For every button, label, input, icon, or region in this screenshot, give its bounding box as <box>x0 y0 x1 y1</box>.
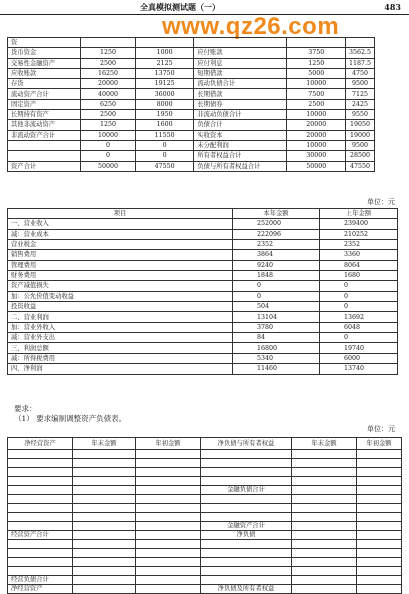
table-row <box>8 130 375 140</box>
table-cell <box>292 495 357 504</box>
table-cell <box>292 477 357 486</box>
table-row <box>8 343 398 353</box>
table-cell <box>8 558 73 567</box>
table-cell: 1680 <box>320 271 398 281</box>
table-cell: 210252 <box>320 229 398 239</box>
table-cell: 0 <box>135 151 193 161</box>
table-cell <box>136 495 201 504</box>
table-cell: 流动负债合计 <box>194 79 287 89</box>
table-cell <box>357 477 402 486</box>
table-cell <box>136 522 201 531</box>
table-cell: 长期债券 <box>194 99 287 109</box>
table-cell: 28500 <box>345 151 374 161</box>
table-cell: 50000 <box>287 161 345 171</box>
page-number: 483 <box>384 2 401 12</box>
table-cell: 2500 <box>81 110 136 120</box>
table-cell: 19740 <box>320 343 398 353</box>
table-cell: 10000 <box>287 110 345 120</box>
table-cell: 长期持有资产 <box>8 110 81 120</box>
table-cell: 36000 <box>135 89 193 99</box>
table-cell: 9550 <box>345 110 374 120</box>
column-header: 净经营资产 <box>8 438 73 450</box>
table-cell <box>292 504 357 513</box>
table-cell: 投资收益 <box>8 302 233 312</box>
table-cell: 10000 <box>81 130 136 140</box>
table-cell: 三、利润总额 <box>8 343 233 353</box>
table-cell <box>8 540 73 549</box>
table-cell <box>201 576 292 585</box>
table-cell: 1250 <box>287 58 345 68</box>
table-cell: 1848 <box>233 271 320 281</box>
table-cell <box>8 522 73 531</box>
table-cell <box>73 585 136 594</box>
table-cell: 16800 <box>233 343 320 353</box>
table-cell: 3750 <box>287 48 345 58</box>
table-cell <box>357 468 402 477</box>
table-row <box>8 450 402 459</box>
table-row <box>8 151 375 161</box>
table-cell <box>73 540 136 549</box>
table-cell: 交易性金融资产 <box>8 58 81 68</box>
table-cell: 流动资产合计 <box>8 89 81 99</box>
table-cell <box>357 450 402 459</box>
table-row <box>8 353 398 363</box>
table-cell: 252000 <box>233 219 320 229</box>
table-cell: 6000 <box>320 353 398 363</box>
table-cell: 9500 <box>345 79 374 89</box>
table-cell: 504 <box>233 302 320 312</box>
table-row <box>8 120 375 130</box>
column-header: 年末金额 <box>292 438 357 450</box>
table-cell: 3562.5 <box>345 48 374 58</box>
table-cell: 10000 <box>287 140 345 150</box>
table-cell: 0 <box>233 281 320 291</box>
table-cell <box>136 558 201 567</box>
table-cell: 2125 <box>135 58 193 68</box>
table-cell <box>201 504 292 513</box>
unit-label: 单位：元 <box>367 425 395 433</box>
table-cell <box>357 540 402 549</box>
table-cell: 管理费用 <box>8 260 233 270</box>
table-cell: 0 <box>320 291 398 301</box>
table-row <box>8 531 402 540</box>
table-cell: 1250 <box>81 48 136 58</box>
table-cell: 84 <box>233 333 320 343</box>
table-cell: 47550 <box>135 161 193 171</box>
table-cell: 40000 <box>81 89 136 99</box>
table-cell: 2352 <box>320 240 398 250</box>
table-cell: 13104 <box>233 312 320 322</box>
table-cell <box>201 450 292 459</box>
table-row <box>8 89 375 99</box>
table-cell: 0 <box>135 140 193 150</box>
column-header: 上年金额 <box>320 209 398 219</box>
table-row <box>8 322 398 332</box>
table-row <box>8 567 402 576</box>
table-row <box>8 68 375 78</box>
table-cell <box>292 585 357 594</box>
table-cell <box>136 468 201 477</box>
table-cell <box>136 576 201 585</box>
table-cell <box>8 140 81 150</box>
table-cell: 实收资本 <box>194 130 287 140</box>
table-cell <box>8 567 73 576</box>
table-row <box>8 250 398 260</box>
table-cell: 所有者权益合计 <box>194 151 287 161</box>
table-row <box>8 229 398 239</box>
unit-label: 单位：元 <box>367 198 395 206</box>
table-cell: 营业税金 <box>8 240 233 250</box>
table-cell: 0 <box>233 291 320 301</box>
table-cell: 5340 <box>233 353 320 363</box>
table-cell: 一、营业收入 <box>8 219 233 229</box>
table-cell: 0 <box>320 333 398 343</box>
table-cell <box>73 549 136 558</box>
table-row <box>8 48 375 58</box>
table-cell: 净负债及所有者权益 <box>201 585 292 594</box>
table-cell <box>357 504 402 513</box>
table-cell: 19050 <box>345 120 374 130</box>
table-cell <box>136 531 201 540</box>
table-cell <box>201 540 292 549</box>
table-cell: 财务费用 <box>8 271 233 281</box>
table-cell: 3780 <box>233 322 320 332</box>
adjusted-sheet-body <box>8 450 402 594</box>
table-cell: 净经营资产 <box>8 585 73 594</box>
table-cell: 19000 <box>345 130 374 140</box>
table-cell: 应付利息 <box>194 58 287 68</box>
table-cell <box>73 450 136 459</box>
table-cell <box>73 468 136 477</box>
table-row <box>8 161 375 171</box>
table-row <box>8 302 398 312</box>
table-cell <box>292 486 357 495</box>
table-header-row <box>8 209 398 219</box>
table-cell: 9240 <box>233 260 320 270</box>
table-cell: 20000 <box>287 120 345 130</box>
table-cell: 8064 <box>320 260 398 270</box>
table-cell: 销售费用 <box>8 250 233 260</box>
table-cell: 加：公允价值变动收益 <box>8 291 233 301</box>
column-header: 项目 <box>8 209 233 219</box>
table-cell: 6048 <box>320 322 398 332</box>
table-cell: 金融资产合计 <box>201 522 292 531</box>
column-header: 年初金额 <box>136 438 201 450</box>
table-row <box>8 468 402 477</box>
balance-sheet-table <box>7 37 375 172</box>
table-cell: 2500 <box>287 99 345 109</box>
table-cell <box>136 567 201 576</box>
table-cell <box>292 513 357 522</box>
table-cell <box>292 531 357 540</box>
table-cell <box>357 513 402 522</box>
table-cell: 减：营业外支出 <box>8 333 233 343</box>
table-cell: 经营负债合计 <box>8 576 73 585</box>
table-row <box>8 495 402 504</box>
table-row <box>8 486 402 495</box>
table-cell <box>357 585 402 594</box>
requirement-item: （1） 要求编制调整资产负债表。 <box>14 414 127 423</box>
table-cell: 2352 <box>233 240 320 250</box>
table-cell <box>292 522 357 531</box>
table-cell: 净负债 <box>201 531 292 540</box>
table-cell: 7125 <box>345 89 374 99</box>
table-cell <box>73 567 136 576</box>
table-cell: 1950 <box>135 110 193 120</box>
table-cell: 减：所得税费用 <box>8 353 233 363</box>
table-cell: 1600 <box>135 120 193 130</box>
table-cell <box>73 513 136 522</box>
table-cell <box>136 549 201 558</box>
table-cell: 10000 <box>287 79 345 89</box>
table-cell: 239400 <box>320 219 398 229</box>
table-cell <box>201 477 292 486</box>
table-cell <box>136 459 201 468</box>
table-cell: 金融负债合计 <box>201 486 292 495</box>
table-row <box>8 522 402 531</box>
table-cell: 20000 <box>81 79 136 89</box>
table-cell: 短期借款 <box>194 68 287 78</box>
table-cell: 0 <box>81 151 136 161</box>
table-cell: 资产合计 <box>8 161 81 171</box>
table-row <box>8 477 402 486</box>
table-cell <box>8 468 73 477</box>
table-cell: 减：营业成本 <box>8 229 233 239</box>
table-cell: 0 <box>320 302 398 312</box>
table-cell: 47550 <box>345 161 374 171</box>
table-cell <box>357 531 402 540</box>
table-row <box>8 271 398 281</box>
table-cell: 2500 <box>81 58 136 68</box>
table-cell: 222096 <box>233 229 320 239</box>
table-cell <box>292 567 357 576</box>
table-cell <box>73 522 136 531</box>
table-row <box>8 219 398 229</box>
table-cell <box>73 558 136 567</box>
table-row <box>8 281 398 291</box>
table-row <box>8 364 398 374</box>
table-cell <box>292 450 357 459</box>
table-cell <box>292 576 357 585</box>
table-cell: 资产减值损失 <box>8 281 233 291</box>
table-row <box>8 79 375 89</box>
page-header-title: 全真模拟测试题（一） <box>140 2 220 12</box>
column-header: 净负债与所有者权益 <box>201 438 292 450</box>
table-cell: 1000 <box>135 48 193 58</box>
table-row <box>8 459 402 468</box>
table-cell <box>73 531 136 540</box>
column-header: 本年金额 <box>233 209 320 219</box>
table-cell <box>357 486 402 495</box>
table-cell <box>292 459 357 468</box>
table-row <box>8 110 375 120</box>
table-row <box>8 333 398 343</box>
table-cell: 9500 <box>345 140 374 150</box>
table-cell <box>136 540 201 549</box>
table-cell: 3864 <box>233 250 320 260</box>
table-cell <box>292 540 357 549</box>
table-row <box>8 312 398 322</box>
table-cell <box>136 585 201 594</box>
table-cell <box>73 576 136 585</box>
table-cell: 0 <box>320 281 398 291</box>
table-cell: 长期借款 <box>194 89 287 99</box>
table-cell: 13750 <box>135 68 193 78</box>
table-cell <box>201 495 292 504</box>
table-cell <box>8 459 73 468</box>
table-cell <box>73 495 136 504</box>
table-cell: 应付账款 <box>194 48 287 58</box>
table-cell <box>136 504 201 513</box>
income-statement-body <box>8 219 398 374</box>
table-cell: 非流动资产合计 <box>8 130 81 140</box>
table-cell <box>292 549 357 558</box>
table-cell <box>201 558 292 567</box>
table-cell <box>136 477 201 486</box>
table-cell <box>8 477 73 486</box>
table-cell: 50000 <box>81 161 136 171</box>
income-statement-table <box>7 208 398 375</box>
table-cell: 2425 <box>345 99 374 109</box>
table-row <box>8 291 398 301</box>
table-cell: 资 <box>8 38 81 48</box>
table-row <box>8 260 398 270</box>
table-cell: 7500 <box>287 89 345 99</box>
table-cell <box>201 459 292 468</box>
table-cell: 8000 <box>135 99 193 109</box>
table-cell <box>73 504 136 513</box>
table-cell: 1250 <box>81 120 136 130</box>
table-cell <box>8 486 73 495</box>
table-cell: 0 <box>81 140 136 150</box>
table-cell <box>357 558 402 567</box>
watermark: www.qz26.com <box>162 13 340 40</box>
table-cell: 4750 <box>345 68 374 78</box>
table-cell: 应收账款 <box>8 68 81 78</box>
table-cell: 存货 <box>8 79 81 89</box>
table-cell: 30000 <box>287 151 345 161</box>
requirements-title: 要求： <box>14 404 37 413</box>
table-cell <box>73 486 136 495</box>
table-cell: 13740 <box>320 364 398 374</box>
table-row <box>8 540 402 549</box>
table-cell <box>292 468 357 477</box>
table-cell: 负债合计 <box>194 120 287 130</box>
table-cell <box>357 522 402 531</box>
table-cell <box>357 549 402 558</box>
table-cell: 16250 <box>81 68 136 78</box>
table-row <box>8 513 402 522</box>
table-cell <box>357 459 402 468</box>
table-cell: 未分配利润 <box>194 140 287 150</box>
table-cell <box>73 459 136 468</box>
table-cell <box>201 549 292 558</box>
table-cell: 11460 <box>233 364 320 374</box>
table-cell <box>136 450 201 459</box>
table-cell <box>201 567 292 576</box>
table-cell <box>8 504 73 513</box>
table-cell <box>357 576 402 585</box>
table-cell <box>357 567 402 576</box>
table-cell: 5000 <box>287 68 345 78</box>
table-cell: 19125 <box>135 79 193 89</box>
table-cell <box>8 495 73 504</box>
table-cell <box>357 495 402 504</box>
table-cell: 13692 <box>320 312 398 322</box>
table-cell: 负债与所有者权益合计 <box>194 161 287 171</box>
table-cell: 20000 <box>287 130 345 140</box>
table-cell: 四、净利润 <box>8 364 233 374</box>
adjusted-balance-sheet-table <box>7 437 402 594</box>
table-cell <box>8 450 73 459</box>
table-cell: 加：营业外收入 <box>8 322 233 332</box>
table-row <box>8 504 402 513</box>
table-cell: 二、营业利润 <box>8 312 233 322</box>
table-cell <box>136 486 201 495</box>
table-row <box>8 99 375 109</box>
table-cell: 固定资产 <box>8 99 81 109</box>
table-row <box>8 140 375 150</box>
table-cell <box>8 151 81 161</box>
column-header: 年末金额 <box>73 438 136 450</box>
table-cell: 1187.5 <box>345 58 374 68</box>
table-cell <box>292 558 357 567</box>
table-cell <box>201 513 292 522</box>
table-cell: 6250 <box>81 99 136 109</box>
column-header: 年初金额 <box>357 438 402 450</box>
table-row <box>8 558 402 567</box>
table-cell: 3360 <box>320 250 398 260</box>
table-row <box>8 549 402 558</box>
table-cell <box>201 468 292 477</box>
table-cell: 货币资金 <box>8 48 81 58</box>
table-cell <box>8 513 73 522</box>
table-cell: 非流动负债合计 <box>194 110 287 120</box>
table-row <box>8 38 375 48</box>
table-row <box>8 576 402 585</box>
table-cell: 经营资产合计 <box>8 531 73 540</box>
table-cell <box>73 477 136 486</box>
table-header-row <box>8 438 402 450</box>
table-cell: 其他非流动资产 <box>8 120 81 130</box>
table-row <box>8 58 375 68</box>
table-cell: 11550 <box>135 130 193 140</box>
table-cell <box>136 513 201 522</box>
balance-sheet-body <box>8 48 375 172</box>
table-row <box>8 585 402 594</box>
table-cell <box>8 549 73 558</box>
table-row <box>8 240 398 250</box>
